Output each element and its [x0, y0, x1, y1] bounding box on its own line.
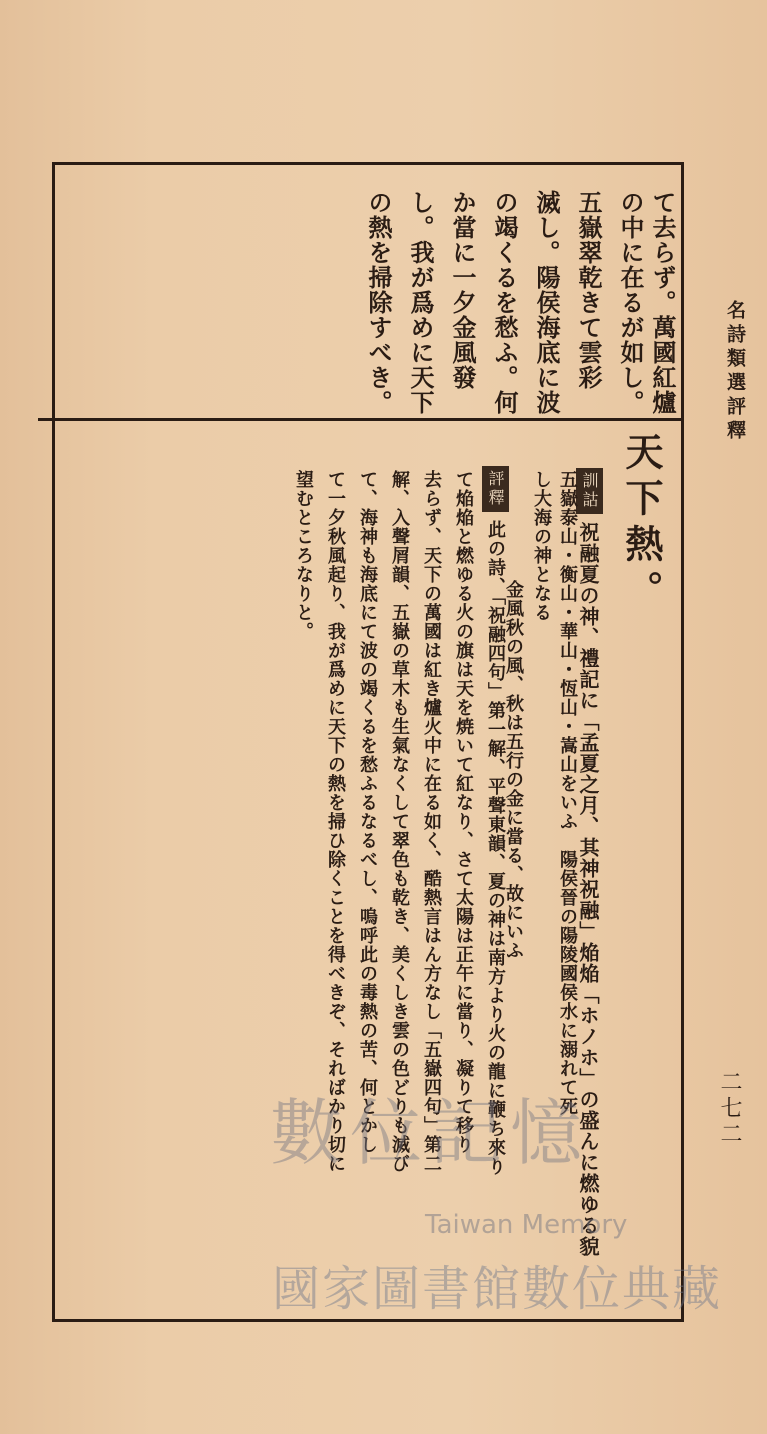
commentary-column: 去らず、天下の萬國は紅き爐火中に在る如く、酷熱言はん方なし「五嶽四句」第二 — [421, 470, 442, 1173]
notes-column: 五嶽泰山・衡山・華山・恆山・嵩山をいふ 陽侯晉の陽陵國侯水に溺れて死し大海の神となる — [531, 470, 578, 1116]
poem-continuation — [330, 180, 680, 415]
page-number: 二七二 — [717, 1070, 742, 1148]
poem-line: し。我が爲めに天下 — [406, 190, 435, 415]
running-header-title: 名詩類選評釋 — [724, 300, 746, 444]
commentary-label: 評釋 — [482, 466, 509, 512]
commentary-column: 望むところなりと。 — [293, 470, 314, 641]
commentary-column: 解、入聲屑韻、五嶽の草木も生氣なくして翠色も乾き、美くしき雲の色どりも滅び — [389, 470, 410, 1173]
poem-line: 五嶽翠乾きて雲彩 — [574, 190, 603, 390]
notes-label: 訓詁 — [576, 468, 603, 514]
poem-line: 滅し。陽侯海底に波 — [532, 190, 561, 415]
watermark-english: Taiwan Memory — [425, 1210, 628, 1240]
watermark-library: 國家圖書館數位典藏 — [272, 1261, 723, 1317]
commentary-column: て焔焔と燃ゆる火の旗は天を焼いて紅なり、さて太陽は正午に當り、凝りて移り — [453, 470, 474, 1154]
section-divider — [38, 418, 684, 421]
poem-line: の中に在るが如し。 — [616, 190, 645, 415]
notes-column: 金風秋の風、秋は五行の金に當る、故にいふ — [503, 580, 524, 960]
notes-column: 祝融夏の神、禮記に「孟夏之月、其神祝融」焔焔「ホノホ」の盛んに燃ゆる貌 — [576, 522, 600, 1257]
poem-line: の竭くるを愁ふ。何 — [490, 190, 519, 415]
poem-line: の熱を掃除すべき。 — [364, 190, 393, 415]
commentary-column: て、海神も海底にて波の竭くるを愁ふるなるべし、嗚呼此の毒熱の苦、何とかし — [357, 470, 378, 1154]
watermark-logo: 數位記憶 — [270, 1091, 591, 1175]
poem-line: か當に一夕金風發 — [448, 190, 477, 390]
poem-title: 天下熱。 — [619, 432, 664, 616]
poem-line: て去らず。萬國紅爐 — [648, 190, 677, 415]
commentary-column: て一夕秋風起り、我が爲めに天下の熱を掃ひ除くことを得べきぞ、そればかり切に — [325, 470, 346, 1173]
commentary-column: 此の詩、「祝融四句」第一解、平聲東韻、夏の神は南方より火の龍に鞭ち來り — [485, 520, 506, 1176]
